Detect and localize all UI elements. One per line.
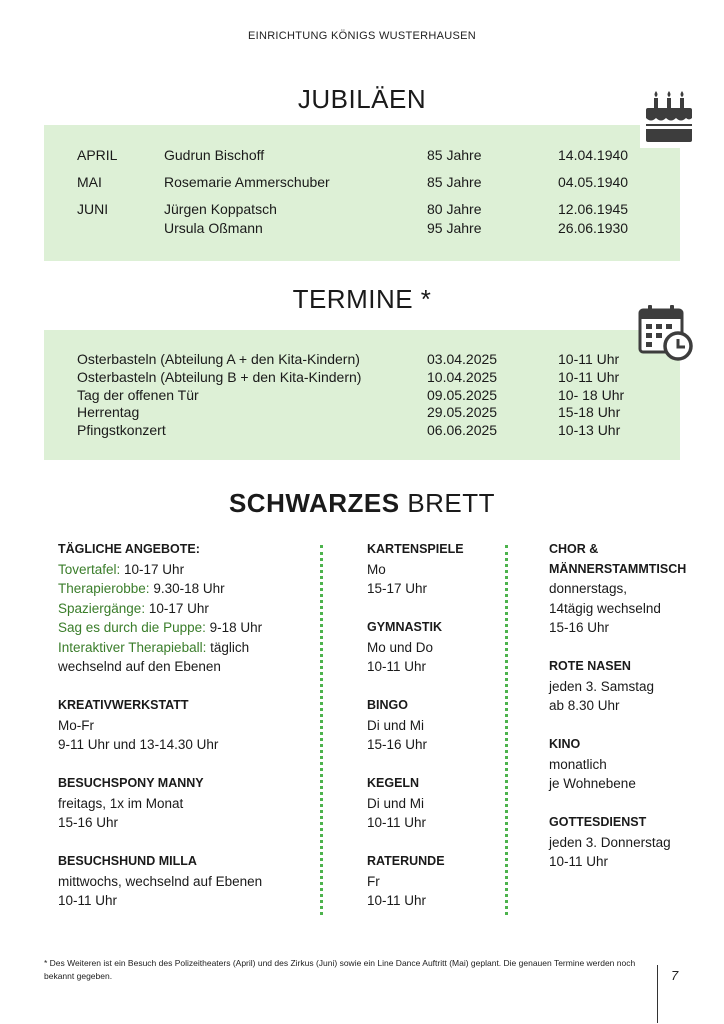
block-title: BINGO: [367, 698, 408, 712]
brett-title-light: BRETT: [407, 488, 496, 518]
termine-time: 10-11 Uhr: [558, 351, 620, 367]
termine-title: TERMINE *: [292, 284, 432, 314]
block-title: KARTENSPIELE: [367, 542, 464, 556]
block-title: MÄNNERSTAMMTISCH: [549, 561, 687, 576]
brett-title: [0, 488, 724, 519]
rote-nasen: ROTE NASEN jeden 3. Samstag ab 8.30 Uhr: [549, 657, 714, 716]
termine-time: 10-11 Uhr: [558, 369, 620, 385]
block-title: GOTTESDIENST: [549, 815, 647, 829]
termine-date: 03.04.2025: [427, 351, 498, 367]
jubilaen-age: 80 Jahre: [427, 201, 482, 217]
block-title: KREATIVWERKSTATT: [58, 698, 189, 712]
block-title: BESUCHSHUND MILLA: [58, 854, 197, 868]
jubilaen-date: 26.06.1930: [558, 220, 629, 236]
footnote: * Des Weiteren ist ein Besuch des Polizeitheaters (April) und des Zirkus (Juni) sowie ein Line Dance Auftritt (Mai) geplant. Die genauen Termine werden noch bekannt gegeben.: [44, 958, 636, 981]
termine-event: Tag der offenen Tür: [77, 387, 199, 403]
block-title: KEGELN: [367, 776, 420, 790]
page-number-rule: [657, 965, 658, 1023]
taegliche-angebote: [58, 540, 308, 677]
besuchshund: BESUCHSHUND MILLA mittwochs, wechselnd auf Ebenen 10-11 Uhr: [58, 852, 308, 911]
list-item: Sag es durch die Puppe: 9-18 Uhr: [58, 620, 263, 635]
termine-time: 10-13 Uhr: [558, 422, 621, 438]
kartenspiele: KARTENSPIELE Mo 15-17 Uhr: [367, 540, 517, 599]
termine-box: [44, 330, 680, 460]
block-title: KINO: [549, 737, 581, 751]
gottesdienst: GOTTESDIENST jeden 3. Donnerstag 10-11 Uhr: [549, 813, 714, 872]
block-title: ROTE NASEN: [549, 659, 631, 673]
jubilaen-month: APRIL: [77, 147, 118, 163]
jubilaen-month: JUNI: [77, 201, 109, 217]
jubilaen-name: Ursula Oßmann: [164, 220, 263, 236]
jubilaen-date: 04.05.1940: [558, 174, 629, 190]
block-title: RATERUNDE: [367, 854, 445, 868]
jubilaen-name: Gudrun Bischoff: [164, 147, 265, 163]
block-title: BESUCHSPONY MANNY: [58, 776, 204, 790]
termine-date: 29.05.2025: [427, 404, 498, 420]
brett-col-2: [367, 540, 517, 930]
kino: KINO monatlich je Wohnebene: [549, 735, 714, 794]
kegeln: KEGELN Di und Mi 10-11 Uhr: [367, 774, 517, 833]
jubilaen-name: Jürgen Koppatsch: [164, 201, 277, 217]
termine-date: 10.04.2025: [427, 369, 498, 385]
block-title: CHOR &: [549, 542, 599, 556]
chor-maennerstammtisch: CHOR & MÄNNERSTAMMTISCH donnerstags, 14tägig wechselnd 15-16 Uhr: [549, 540, 714, 638]
jubilaen-title: JUBILÄEN: [297, 84, 427, 114]
jubilaen-name: Rosemarie Ammerschuber: [164, 174, 330, 190]
termine-event: Herrentag: [77, 404, 140, 420]
brett-title-bold: SCHWARZES: [228, 488, 400, 518]
besuchspony: BESUCHSPONY MANNY freitags, 1x im Monat 15-16 Uhr: [58, 774, 308, 833]
jubilaen-age: 95 Jahre: [427, 220, 482, 236]
dotted-divider: [320, 545, 323, 915]
list-item: Interaktiver Therapieball: täglich: [58, 639, 250, 655]
jubilaen-box: [44, 125, 680, 261]
termine-time: 15-18 Uhr: [558, 404, 621, 420]
termine-date: 06.06.2025: [427, 422, 498, 438]
termine-event: Osterbasteln (Abteilung B + den Kita-Kindern): [77, 369, 362, 385]
block-title: TÄGLICHE ANGEBOTE:: [58, 542, 200, 556]
termine-date: 09.05.2025: [427, 387, 498, 403]
page-number: 7: [671, 968, 679, 983]
termine-event: Pfingstkonzert: [77, 422, 166, 438]
kreativwerkstatt: KREATIVWERKSTATT Mo-Fr 9-11 Uhr und 13-14.30 Uhr: [58, 696, 308, 755]
dotted-divider: [505, 545, 508, 915]
birthday-cake-icon: [640, 88, 698, 148]
calendar-clock-icon: [636, 302, 696, 366]
brett-col-1: [58, 540, 308, 930]
jubilaen-age: 85 Jahre: [427, 147, 482, 163]
list-item: Tovertafel: 10-17 Uhr: [58, 561, 185, 577]
jubilaen-month: MAI: [77, 174, 102, 190]
list-item: Therapierobbe: 9.30-18 Uhr: [58, 581, 225, 596]
jubilaen-age: 85 Jahre: [427, 174, 482, 190]
block-title: GYMNASTIK: [367, 620, 442, 634]
jubilaen-date: 14.04.1940: [558, 147, 629, 163]
gymnastik: GYMNASTIK Mo und Do 10-11 Uhr: [367, 618, 517, 677]
raterunde: RATERUNDE Fr 10-11 Uhr: [367, 852, 517, 911]
brett-col-3: [549, 540, 714, 891]
termine-event: Osterbasteln (Abteilung A + den Kita-Kindern): [77, 351, 360, 367]
list-item-extra: wechselnd auf den Ebenen: [58, 659, 221, 674]
list-item: Spaziergänge: 10-17 Uhr: [58, 600, 209, 616]
jubilaen-date: 12.06.1945: [558, 201, 629, 217]
termine-time: 10- 18 Uhr: [558, 387, 625, 403]
page-header: EINRICHTUNG KÖNIGS WUSTERHAUSEN: [247, 30, 477, 42]
bingo: BINGO Di und Mi 15-16 Uhr: [367, 696, 517, 755]
